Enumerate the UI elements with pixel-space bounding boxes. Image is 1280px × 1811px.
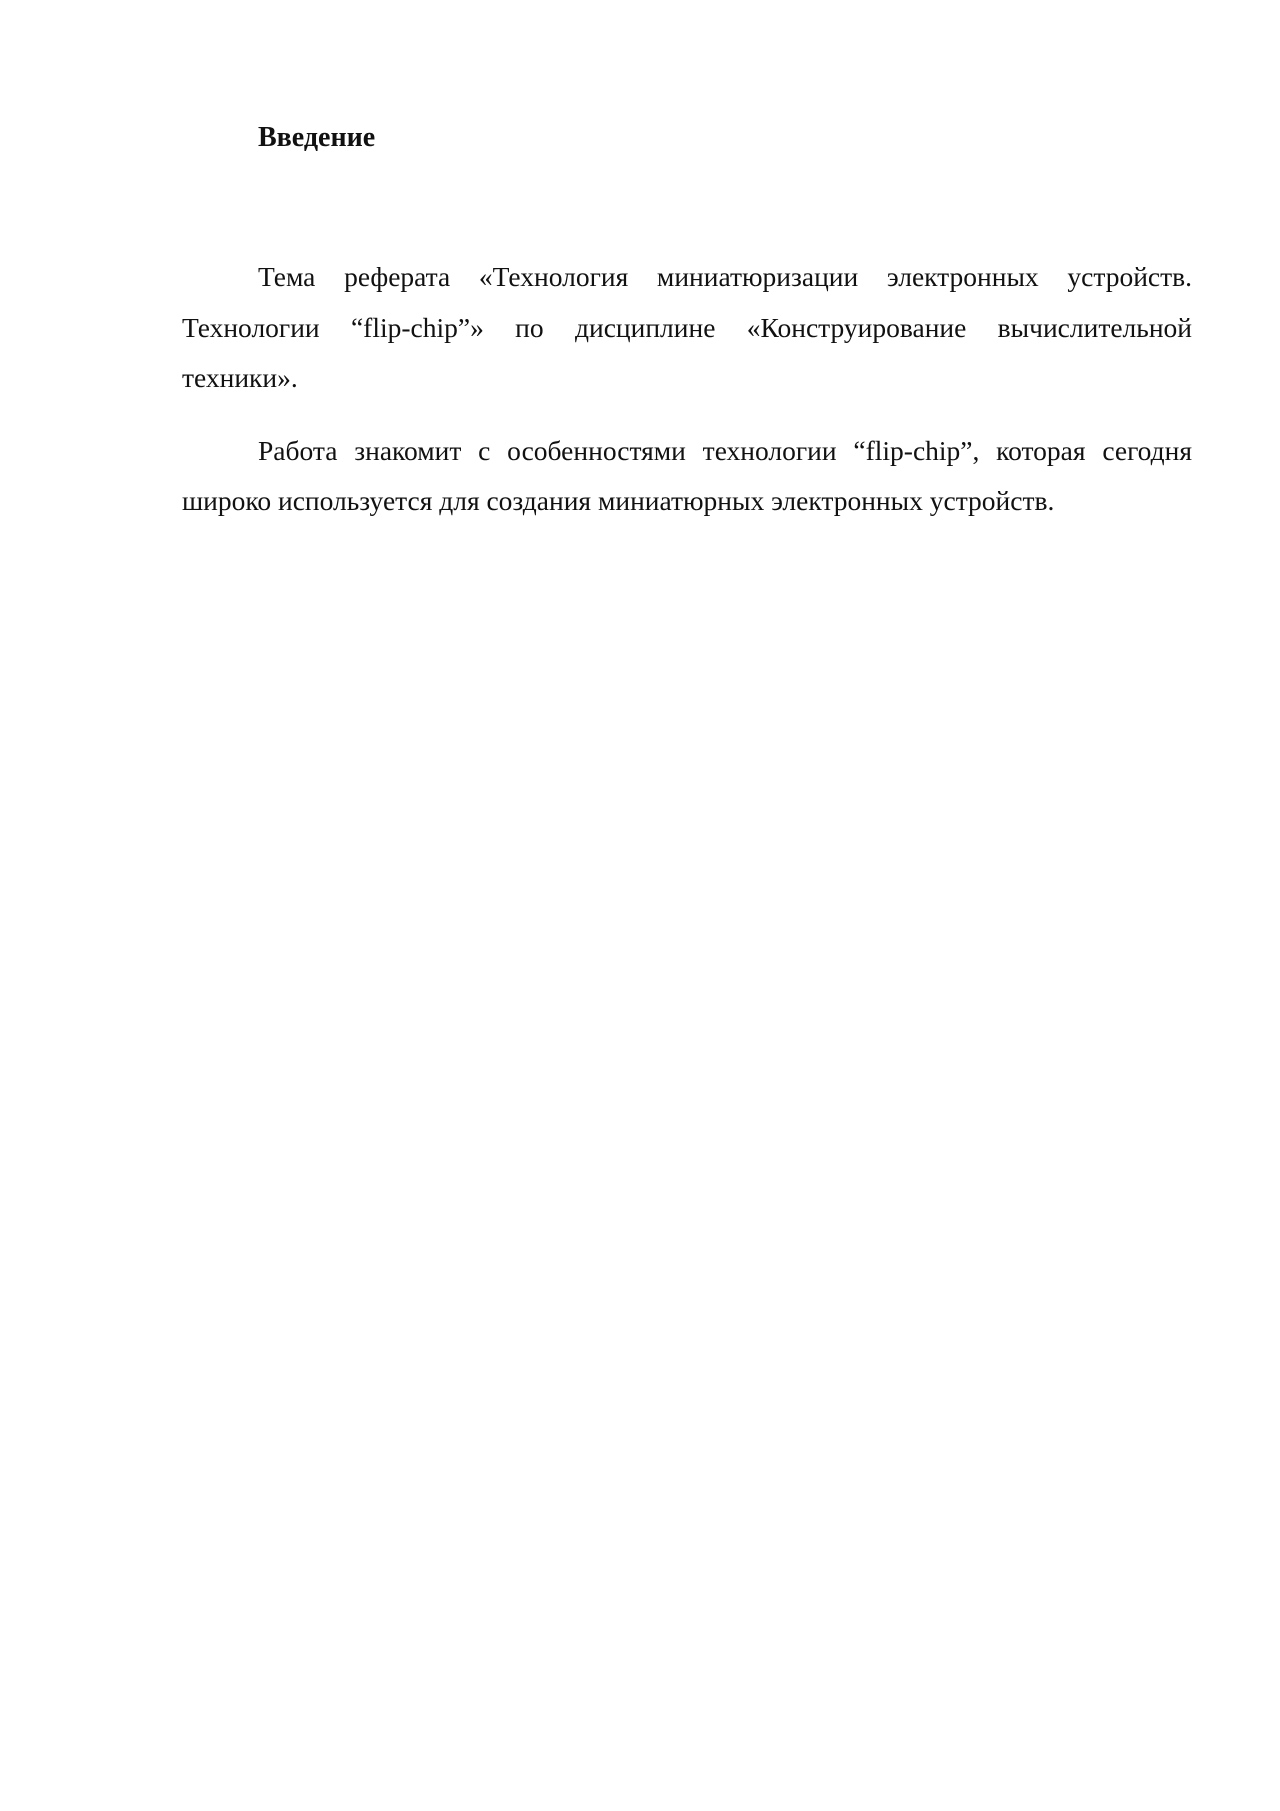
paragraph-topic: Тема реферата «Технология миниатюризации электронных устройств. Технологии “flip-chip”» по дисциплине «Конструирование вычислительной техники». [182,261,1192,393]
paragraph-description: Работа знакомит с особенностями технологии “flip-chip”, которая сегодня широко используется для создания миниатюрных электронных устройств. [182,434,1192,516]
section-heading: Введение [258,122,376,153]
document-body [182,118,1192,527]
